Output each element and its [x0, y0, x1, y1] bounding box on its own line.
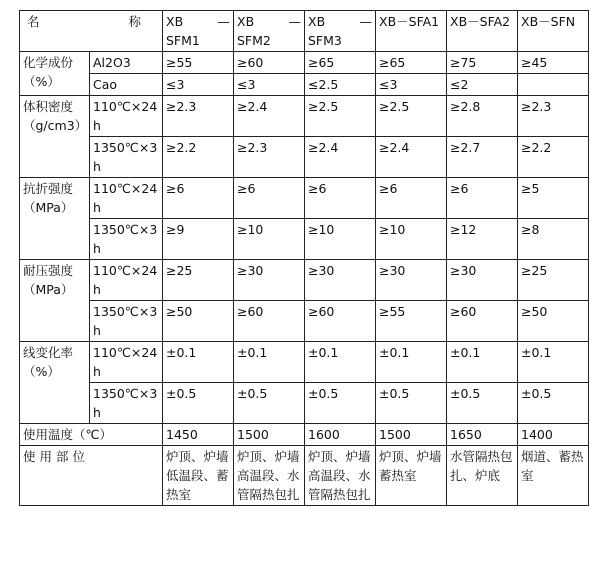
value-cell: 1600 [305, 424, 376, 446]
value-cell: ≥65 [376, 52, 447, 74]
sub-label: 1350℃×3h [90, 301, 163, 342]
value-cell: ±0.1 [234, 342, 305, 383]
value-cell: ≥2.4 [376, 137, 447, 178]
value-cell: ≥60 [447, 301, 518, 342]
sub-label: 110℃×24h [90, 260, 163, 301]
value-cell: ≥2.5 [376, 96, 447, 137]
name-header-left: 名 [27, 14, 40, 29]
value-cell: ≥6 [447, 178, 518, 219]
value-cell: 1400 [518, 424, 589, 446]
row-label-linear: 线变化率（%） [20, 342, 90, 424]
product-code-dash: — [217, 14, 230, 29]
table-row [20, 137, 589, 178]
value-cell: ≥55 [163, 52, 234, 74]
value-cell: ≤3 [376, 74, 447, 96]
value-cell: 炉顶、炉墙高温段、水管隔热包扎 [305, 446, 376, 506]
value-cell: ≥2.4 [305, 137, 376, 178]
value-cell: ±0.5 [518, 383, 589, 424]
value-cell: 炉顶、炉墙高温段、水管隔热包扎 [234, 446, 305, 506]
value-cell: ≥2.2 [163, 137, 234, 178]
value-cell: ≥60 [234, 52, 305, 74]
value-cell: ≥50 [518, 301, 589, 342]
value-cell: ≥30 [447, 260, 518, 301]
value-cell: ≥25 [163, 260, 234, 301]
value-cell: 1500 [376, 424, 447, 446]
table-row [20, 74, 589, 96]
product-code-dash: — [288, 14, 301, 29]
value-cell: ≥30 [376, 260, 447, 301]
value-cell: ±0.5 [234, 383, 305, 424]
product-code-suffix: SFM1 [166, 33, 200, 48]
value-cell: ±0.5 [163, 383, 234, 424]
sub-label: 110℃×24h [90, 342, 163, 383]
table-row [20, 424, 589, 446]
value-cell: 炉顶、炉墙蓄热室 [376, 446, 447, 506]
value-cell: ≥2.7 [447, 137, 518, 178]
value-cell: ≥2.3 [234, 137, 305, 178]
row-label-chem: 化学成份（%） [20, 52, 90, 96]
value-cell: 炉顶、炉墙低温段、蓄热室 [163, 446, 234, 506]
table-row [20, 178, 589, 219]
value-cell: ±0.1 [376, 342, 447, 383]
value-cell: ≥6 [376, 178, 447, 219]
product-code-prefix: XB [237, 14, 255, 29]
row-label-density: 体积密度（g/cm3） [20, 96, 90, 178]
name-header-right: 称 [128, 14, 141, 29]
value-cell: ≥2.8 [447, 96, 518, 137]
product-header-sfa1: XB－SFA1 [376, 11, 447, 52]
table-row [20, 342, 589, 383]
product-code-prefix: XB [308, 14, 326, 29]
product-code-suffix: SFM2 [237, 33, 271, 48]
value-cell: ≤3 [234, 74, 305, 96]
value-cell: ≥60 [234, 301, 305, 342]
row-label-temp: 使用温度（℃） [20, 424, 163, 446]
product-code-suffix: SFM3 [308, 33, 342, 48]
table-row [20, 260, 589, 301]
value-cell: ±0.5 [447, 383, 518, 424]
sub-label: 110℃×24h [90, 178, 163, 219]
spec-table [19, 10, 589, 506]
value-cell: ≥12 [447, 219, 518, 260]
table-row [20, 96, 589, 137]
value-cell: ±0.1 [447, 342, 518, 383]
value-cell: ≥50 [163, 301, 234, 342]
value-cell: ≥6 [163, 178, 234, 219]
table-row [20, 383, 589, 424]
product-header-sfm2 [234, 11, 305, 52]
value-cell: ≤2.5 [305, 74, 376, 96]
value-cell: ≥65 [305, 52, 376, 74]
value-cell: ≥45 [518, 52, 589, 74]
row-label-flexural: 抗折强度（MPa） [20, 178, 90, 260]
value-cell: ≤2 [447, 74, 518, 96]
table-row [20, 219, 589, 260]
value-cell: ±0.5 [376, 383, 447, 424]
sub-label: Al2O3 [90, 52, 163, 74]
value-cell: ≥60 [305, 301, 376, 342]
row-label-compressive: 耐压强度（MPa） [20, 260, 90, 342]
value-cell: ±0.5 [305, 383, 376, 424]
value-cell: ±0.1 [518, 342, 589, 383]
value-cell: ≥2.3 [163, 96, 234, 137]
value-cell: ≥2.2 [518, 137, 589, 178]
value-cell: ≥2.3 [518, 96, 589, 137]
value-cell: ≥10 [305, 219, 376, 260]
header-row [20, 11, 589, 52]
table-row [20, 52, 589, 74]
product-header-sfm3 [305, 11, 376, 52]
table-row [20, 446, 589, 506]
value-cell: ≤3 [163, 74, 234, 96]
value-cell: ≥2.4 [234, 96, 305, 137]
value-cell: 1650 [447, 424, 518, 446]
product-header-sfa2: XB－SFA2 [447, 11, 518, 52]
value-cell: ≥75 [447, 52, 518, 74]
value-cell: ≥2.5 [305, 96, 376, 137]
value-cell: 烟道、蓄热室 [518, 446, 589, 506]
value-cell: ±0.1 [305, 342, 376, 383]
sub-label: 110℃×24h [90, 96, 163, 137]
product-header-sfn: XB－SFN [518, 11, 589, 52]
value-cell: ≥5 [518, 178, 589, 219]
product-code-dash: — [359, 14, 372, 29]
sub-label: Cao [90, 74, 163, 96]
value-cell: ≥9 [163, 219, 234, 260]
value-cell: 水管隔热包扎、炉底 [447, 446, 518, 506]
value-cell: ≥30 [305, 260, 376, 301]
value-cell [518, 74, 589, 96]
value-cell: ≥10 [234, 219, 305, 260]
value-cell: ≥10 [376, 219, 447, 260]
value-cell: 1500 [234, 424, 305, 446]
value-cell: ≥55 [376, 301, 447, 342]
name-header-cell [20, 11, 163, 52]
value-cell: 1450 [163, 424, 234, 446]
value-cell: ≥6 [234, 178, 305, 219]
value-cell: ±0.1 [163, 342, 234, 383]
sub-label: 1350℃×3h [90, 137, 163, 178]
sub-label: 1350℃×3h [90, 219, 163, 260]
value-cell: ≥30 [234, 260, 305, 301]
value-cell: ≥25 [518, 260, 589, 301]
sub-label: 1350℃×3h [90, 383, 163, 424]
product-code-prefix: XB [166, 14, 184, 29]
product-header-sfm1 [163, 11, 234, 52]
value-cell: ≥6 [305, 178, 376, 219]
row-label-usage: 使用部位 [20, 446, 163, 506]
value-cell: ≥8 [518, 219, 589, 260]
table-row [20, 301, 589, 342]
